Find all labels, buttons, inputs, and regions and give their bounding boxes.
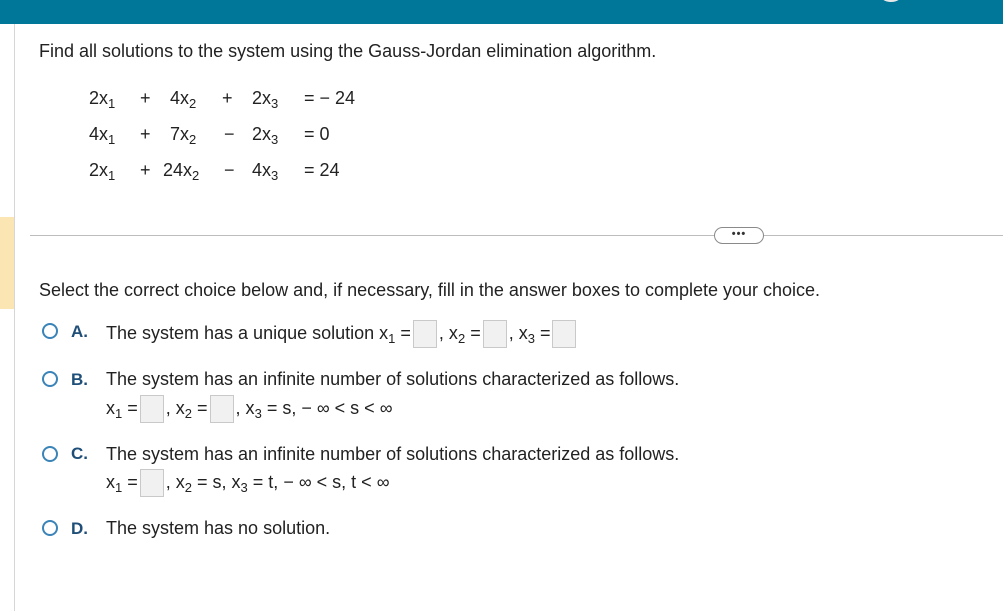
choice-c-x1-input[interactable] <box>140 469 164 497</box>
choice-b-radio[interactable] <box>42 371 58 387</box>
choice-d-text: The system has no solution. <box>106 518 331 538</box>
eq2-term2: $7x_2$ <box>170 124 197 147</box>
eq3-term3: $4x_3$ <box>252 160 279 183</box>
eq2-term1: $4x_1$ <box>89 124 116 147</box>
choice-a-letter: A. <box>71 322 88 341</box>
eq2-term3: $2x_3$ <box>252 124 279 147</box>
choice-a-text: The system has a unique solution $x_1$ = , $x_2$ = , $x_3$ = <box>106 320 578 348</box>
eq2-op1: + <box>140 124 151 144</box>
choice-b-letter: B. <box>71 370 88 389</box>
eq3-op2: − <box>224 160 235 180</box>
eq3-op1: + <box>140 160 151 180</box>
choice-b-x2-input[interactable] <box>210 395 234 423</box>
eq1-term3: $2x_3$ <box>252 88 279 111</box>
eq1-op1: + <box>140 88 151 108</box>
choice-a-x2-input[interactable] <box>483 320 507 348</box>
choice-c-text: The system has an infinite number of solutions characterized as follows. <box>106 444 680 464</box>
choice-c-formula: $x_1$ = , $x_2 = s$, $x_3 = t$, − ∞ < s, t < ∞ <box>106 469 390 497</box>
top-bar <box>0 0 1003 24</box>
choice-b-formula: $x_1$ = , $x_2$ = , $x_3 = s$, − ∞ < s < ∞ <box>106 395 393 423</box>
choice-c-letter: C. <box>71 444 88 463</box>
instruction-text: Select the correct choice below and, if necessary, fill in the answer boxes to complete your choice. <box>39 280 821 300</box>
choice-d-letter: D. <box>71 519 88 538</box>
choice-d-radio[interactable] <box>42 520 58 536</box>
question-text: Find all solutions to the system using the Gauss-Jordan elimination algorithm. <box>39 41 657 61</box>
eq3-term1: $2x_1$ <box>89 160 116 183</box>
choice-a-x3-input[interactable] <box>552 320 576 348</box>
eq3-term2: $24x_2$ <box>163 160 200 183</box>
eq2-op2: − <box>224 124 235 144</box>
choice-b-x1-input[interactable] <box>140 395 164 423</box>
header-avatar <box>879 0 903 2</box>
eq1-term1: $2x_1$ <box>89 88 116 111</box>
choice-a-x1-input[interactable] <box>413 320 437 348</box>
choice-b-text: The system has an infinite number of solutions characterized as follows. <box>106 369 680 389</box>
choice-c-radio[interactable] <box>42 446 58 462</box>
eq1-op2: + <box>222 88 233 108</box>
choice-a-radio[interactable] <box>42 323 58 339</box>
eq3-rhs: = 24 <box>304 160 340 180</box>
left-border <box>14 24 15 611</box>
expand-button[interactable]: ••• <box>714 227 764 244</box>
eq1-rhs: = − 24 <box>304 88 356 108</box>
side-tab[interactable] <box>0 217 14 309</box>
eq2-rhs: = 0 <box>304 124 330 144</box>
divider <box>30 235 1003 236</box>
eq1-term2: $4x_2$ <box>170 88 197 111</box>
